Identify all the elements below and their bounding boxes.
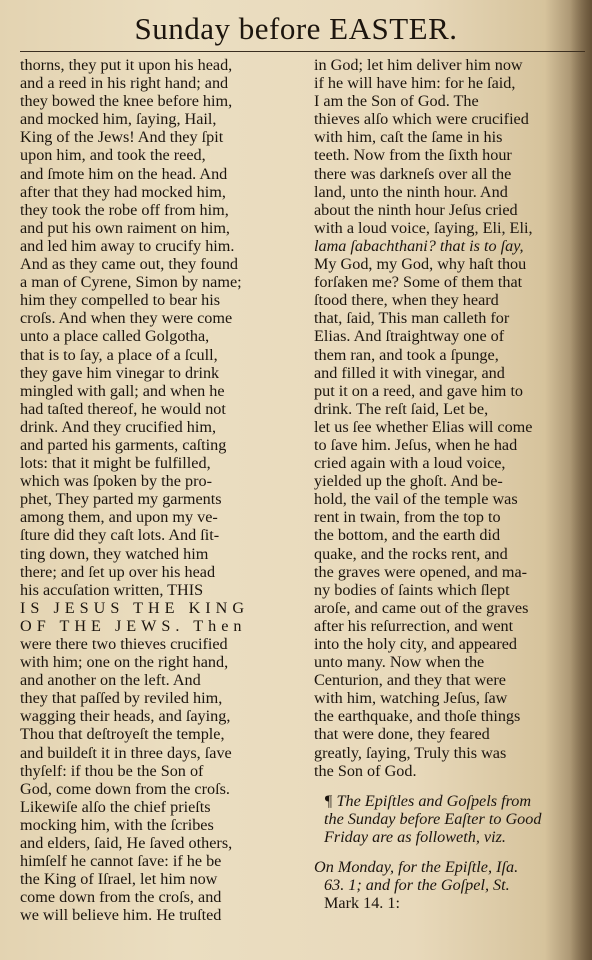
text-line: and put his own raiment on him, [20, 218, 230, 237]
right-column [314, 56, 584, 912]
text-line: thieves alſo which were crucified [314, 110, 529, 129]
rubric-line: ¶ The Epiſtles and Goſpels from [324, 791, 532, 810]
text-line: we will believe him. He truſted [20, 906, 222, 925]
text-line: IS JESUS THE KING [20, 598, 250, 617]
text-line: there was darkneſs over all the [314, 164, 512, 183]
text-line: croſs. And when they were come [20, 309, 233, 328]
text-line: unto a place called Golgotha, [20, 327, 210, 346]
rubric-line: the Sunday before Eaſter to Good [324, 809, 542, 828]
text-line: the bottom, and the earth did [314, 526, 501, 545]
text-line: teeth. Now from the ſixth hour [314, 146, 512, 165]
text-line: and mocked him, ſaying, Hail, [20, 110, 217, 129]
text-line: and parted his garments, caſting [20, 435, 227, 454]
text-line: that is to ſay, a place of a ſcull, [20, 345, 218, 364]
text-line: unto many. Now when the [314, 653, 485, 672]
text-line: and led him away to crucify him. [20, 236, 235, 255]
text-line: My God, my God, why haſt thou [314, 255, 527, 274]
text-line: let us ſee whether Elias will come [314, 417, 533, 436]
text-line: in God; let him deliver him now [314, 56, 523, 74]
text-line: Thou that deſtroyeſt the temple, [20, 725, 225, 744]
text-line: ny bodies of ſaints which ſlept [314, 580, 510, 599]
spacer [314, 846, 584, 858]
text-line: there; and ſet up over his head [20, 562, 216, 581]
text-line: they bowed the knee before him, [20, 92, 233, 111]
text-line: among them, and upon my ve- [20, 508, 218, 527]
text-line: thorns, they put it upon his head, [20, 56, 233, 74]
text-line: and buildeſt it in three days, ſave [20, 743, 232, 762]
text-line: put it on a reed, and gave him to [314, 381, 524, 400]
lesson-line: Mark 14. 1: [324, 894, 400, 913]
text-line: the Son of God. [314, 761, 417, 780]
running-header: Sunday before EASTER. [134, 11, 458, 46]
lesson-line: On Monday, for the Epiſtle, Iſa. [314, 858, 519, 877]
text-line: come down from the croſs, and [20, 888, 222, 907]
text-line: mingled with gall; and when he [20, 381, 225, 400]
text-line: Elias. And ſtraightway one of [314, 327, 505, 346]
text-line: ting down, they watched him [20, 544, 209, 563]
text-line: that were done, they feared [314, 725, 490, 744]
text-line: ſtood there, when they heard [314, 291, 499, 310]
text-line: with a loud voice, ſaying, Eli, Eli, [314, 218, 533, 237]
text-line: a man of Cyrene, Simon by name; [20, 273, 242, 292]
page-edge-shadow [570, 0, 592, 960]
text-line: phet, They parted my garments [20, 490, 222, 509]
text-line: drink. And they crucified him, [20, 417, 217, 436]
text-line: upon him, and took the reed, [20, 146, 206, 165]
text-line: hold, the vail of the temple was [314, 490, 518, 509]
text-line: were there two thieves crucified [20, 635, 228, 653]
text-line: with him, caſt the ſame in his [314, 128, 503, 147]
text-line: quake, and the rocks rent, and [314, 544, 508, 563]
text-line: with him; one on the right hand, [20, 653, 229, 672]
text-line: they that paſſed by reviled him, [20, 689, 223, 708]
text-line: greatly, ſaying, Truly this was [314, 743, 507, 762]
text-line: had taſted thereof, he would not [20, 399, 226, 418]
lesson-line: 63. 1; and for the Goſpel, St. [324, 876, 510, 895]
text-line: aroſe, and came out of the graves [314, 598, 529, 617]
spacer [314, 780, 584, 792]
text-line: the King of Iſrael, let him now [20, 870, 218, 889]
text-line: into the holy city, and appeared [314, 635, 518, 653]
text-line: about the ninth hour Jeſus cried [314, 200, 518, 219]
text-line: to ſave him. Jeſus, when he had [314, 435, 518, 454]
header-rule [20, 51, 585, 52]
text-line: Centurion, and they that were [314, 671, 506, 690]
text-line: drink. The reſt ſaid, Let be, [314, 399, 489, 418]
text-line: the graves were opened, and ma- [314, 562, 528, 581]
text-line: cried again with a loud voice, [314, 454, 506, 473]
text-line: Likewiſe alſo the chief prieſts [20, 797, 211, 816]
text-line: after his reſurrection, and went [314, 616, 514, 635]
text-line: his accuſation written, THIS [20, 580, 204, 599]
text-line: if he will have him: for he ſaid, [314, 74, 516, 93]
text-line: thyſelf: if thou be the Son of [20, 761, 204, 780]
text-line: And as they came out, they found [20, 255, 239, 274]
text-line: land, unto the ninth hour. And [314, 182, 508, 201]
text-line: and filled it with vinegar, and [314, 363, 505, 382]
text-line: mocking him, with the ſcribes [20, 815, 214, 834]
text-line: King of the Jews! And they ſpit [20, 128, 224, 147]
text-line: after that they had mocked him, [20, 182, 226, 201]
text-line: yielded up the ghoſt. And be- [314, 472, 503, 491]
text-line: that, ſaid, This man calleth for [314, 309, 510, 328]
text-line: and another on the left. And [20, 671, 201, 690]
text-line: ſture did they caſt lots. And ſit- [20, 526, 220, 545]
text-line: and a reed in his right hand; and [20, 74, 229, 93]
text-line: they gave him vinegar to drink [20, 363, 220, 382]
text-line: God, come down from the croſs. [20, 779, 230, 798]
text-line: himſelf he cannot ſave: if he be [20, 852, 222, 871]
rubric-line: Friday are as followeth, viz. [324, 827, 506, 846]
text-line: rent in twain, from the top to [314, 508, 501, 527]
text-line: him they compelled to bear his [20, 291, 221, 310]
text-line: lots: that it might be fulfilled, [20, 454, 211, 473]
text-line: and elders, ſaid, He ſaved others, [20, 834, 233, 853]
left-column [20, 56, 304, 925]
text-line: wagging their heads, and ſaying, [20, 707, 231, 726]
text-line: and ſmote him on the head. And [20, 164, 228, 183]
text-line: I am the Son of God. The [314, 92, 479, 111]
text-line: OF THE JEWS. Then [20, 616, 247, 635]
text-line: they took the robe off from him, [20, 200, 229, 219]
text-line: the earthquake, and thoſe things [314, 707, 521, 726]
text-line: them ran, and took a ſpunge, [314, 345, 499, 364]
text-line: with him, watching Jeſus, ſaw [314, 689, 508, 708]
text-line: lama ſabachthani? that is to ſay, [314, 236, 524, 255]
text-line: forſaken me? Some of them that [314, 273, 523, 292]
text-line: which was ſpoken by the pro- [20, 472, 212, 491]
